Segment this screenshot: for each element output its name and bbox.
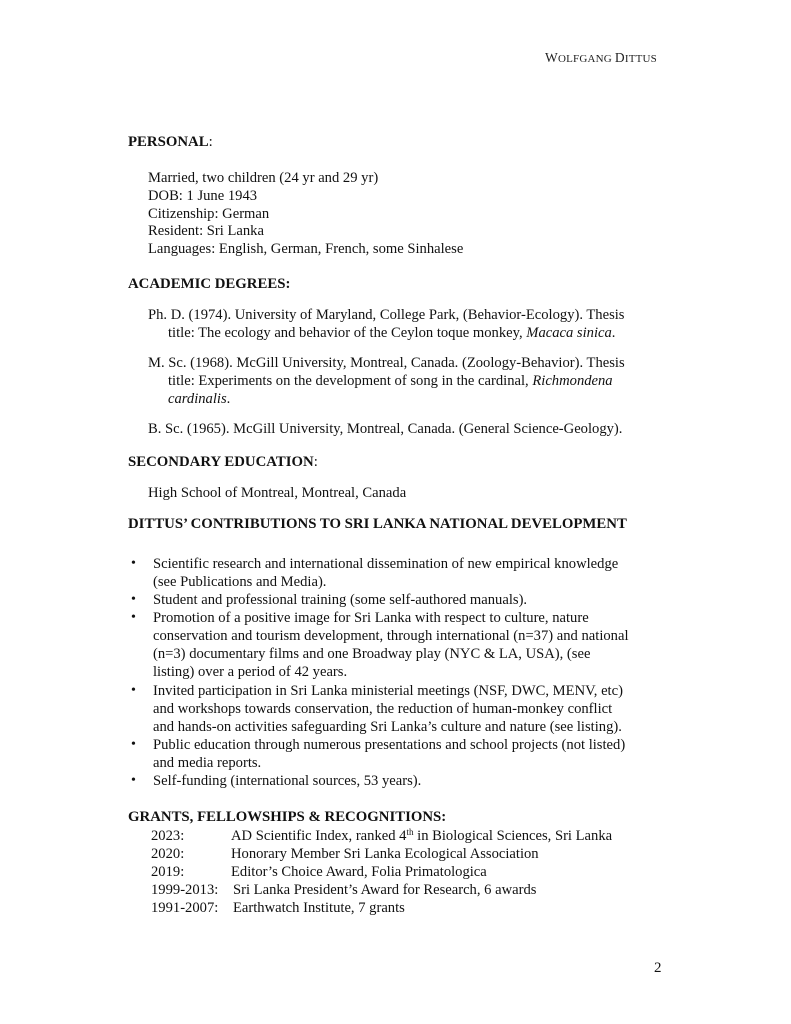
page-number: 2 <box>654 960 662 976</box>
personal-line: Languages: English, German, French, some Sinhalese <box>148 241 464 257</box>
degree-msc-line: cardinalis. <box>168 391 231 407</box>
degree-msc-line: M. Sc. (1968). McGill University, Montreal, Canada. (Zoology-Behavior). Thesis <box>148 355 625 371</box>
grant-year: 2019: <box>151 864 185 880</box>
degree-bsc-line: B. Sc. (1965). McGill University, Montreal, Canada. (General Science-Geology). <box>148 421 623 437</box>
grant-text: AD Scientific Index, ranked 4th in Biological Sciences, Sri Lanka <box>231 827 613 844</box>
degree-phd-line: title: The ecology and behavior of the Ceylon toque monkey, Macaca sinica. <box>168 325 616 341</box>
contribution-line: Public education through numerous presentations and school projects (not listed) <box>153 737 626 753</box>
bullet-icon: • <box>131 683 136 698</box>
grant-text: Earthwatch Institute, 7 grants <box>233 900 405 916</box>
personal-line: Married, two children (24 yr and 29 yr) <box>148 170 379 186</box>
contribution-line: Self-funding (international sources, 53 years). <box>153 773 422 789</box>
bullet-icon: • <box>131 737 136 752</box>
personal-line: Citizenship: German <box>148 206 270 222</box>
section-heading-grants: GRANTS, FELLOWSHIPS & RECOGNITIONS: <box>128 809 447 825</box>
grant-text: Editor’s Choice Award, Folia Primatologica <box>231 864 487 880</box>
section-heading-personal: PERSONAL: <box>128 134 213 150</box>
secondary-school-line: High School of Montreal, Montreal, Canada <box>148 485 407 501</box>
contribution-line: and hands-on activities safeguarding Sri Lanka’s culture and nature (see listing). <box>153 719 622 735</box>
section-heading-secondary-education: SECONDARY EDUCATION: <box>128 454 318 470</box>
bullet-icon: • <box>131 592 136 607</box>
section-heading-contributions: DITTUS’ CONTRIBUTIONS TO SRI LANKA NATIONAL DEVELOPMENT <box>128 516 627 532</box>
grant-text: Sri Lanka President’s Award for Research, 6 awards <box>233 882 537 898</box>
contribution-line: (n=3) documentary films and one Broadway play (NYC & LA, USA), (see <box>153 646 591 662</box>
grant-year: 1991-2007: <box>151 900 219 916</box>
section-heading-academic-degrees: ACADEMIC DEGREES: <box>128 276 291 292</box>
bullet-icon: • <box>131 610 136 625</box>
degree-msc-line: title: Experiments on the development of song in the cardinal, Richmondena <box>168 373 613 389</box>
contribution-line: conservation and tourism development, through international (n=37) and national <box>153 628 629 644</box>
grant-text: Honorary Member Sri Lanka Ecological Association <box>231 846 539 862</box>
contribution-line: Promotion of a positive image for Sri Lanka with respect to culture, nature <box>153 610 589 626</box>
grant-year: 1999-2013: <box>151 882 219 898</box>
bullet-icon: • <box>131 773 136 788</box>
contribution-line: Scientific research and international dissemination of new empirical knowledge <box>153 556 619 572</box>
degree-phd-line: Ph. D. (1974). University of Maryland, College Park, (Behavior-Ecology). Thesis <box>148 307 625 323</box>
contribution-line: Student and professional training (some self-authored manuals). <box>153 592 528 608</box>
contribution-line: (see Publications and Media). <box>153 574 327 590</box>
bullet-icon: • <box>131 556 136 571</box>
contribution-line: and workshops towards conservation, the reduction of human-monkey conflict <box>153 701 613 717</box>
contribution-line: and media reports. <box>153 755 262 771</box>
personal-line: Resident: Sri Lanka <box>148 223 264 239</box>
contribution-line: Invited participation in Sri Lanka ministerial meetings (NSF, DWC, MENV, etc) <box>153 683 623 699</box>
grant-year: 2023: <box>151 828 185 844</box>
grant-year: 2020: <box>151 846 185 862</box>
running-header: WOLFGANG DITTUS <box>545 50 657 65</box>
contribution-line: listing) over a period of 42 years. <box>153 664 348 680</box>
personal-line: DOB: 1 June 1943 <box>148 188 258 204</box>
